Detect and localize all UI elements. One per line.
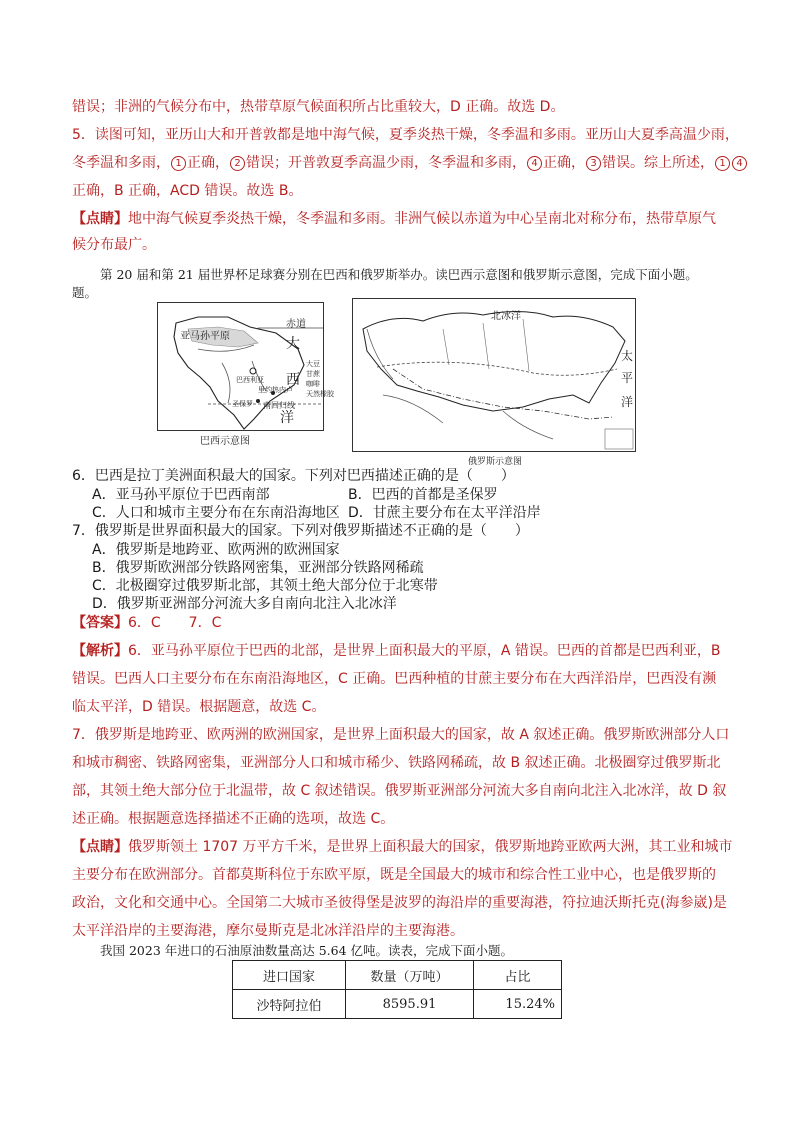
section-label: 【答案】 bbox=[72, 615, 128, 631]
text-line: 错误；非洲的气候分布中，热带草原气候面积所占比重较大，D 正确。故选 D。 bbox=[72, 99, 565, 115]
analysis-line: 述正确。根据题意选择描述不正确的选项，故选 C。 bbox=[72, 811, 395, 827]
circled-number: 1 bbox=[171, 156, 186, 171]
ocean-label: 洋 bbox=[621, 395, 634, 409]
circled-number: 1 bbox=[715, 156, 730, 171]
circled-number: 4 bbox=[527, 156, 542, 171]
amazon-label: 亚马孙平原 bbox=[180, 331, 230, 342]
circled-number: 2 bbox=[230, 156, 245, 171]
tip-line: 政治，文化和交通中心。全国第二大城市圣彼得堡是波罗的海沿岸的重要海港，符拉迪沃斯托克(海参崴)是 bbox=[72, 895, 727, 911]
legend-item: 大豆 bbox=[306, 360, 320, 368]
table-header-row bbox=[233, 961, 562, 990]
table-header-cell: 进口国家 bbox=[233, 961, 346, 990]
option-6c: C．人口和城市主要分布在东南沿海地区 bbox=[92, 505, 340, 521]
section-label: 【解析】 bbox=[72, 643, 128, 659]
city-label: 里约热内卢 bbox=[258, 386, 293, 394]
table-cell: 15.24% bbox=[474, 990, 562, 1019]
answer-line: 【答案】6．C 7．C bbox=[72, 615, 222, 631]
analysis-line: 临太平洋，D 错误。根据题意，故选 C。 bbox=[72, 699, 326, 715]
text-line: 正确，B 正确，ACD 错误。故选 B。 bbox=[72, 183, 303, 199]
section-label: 【点睛】 bbox=[72, 211, 128, 227]
analysis-line: 【解析】6．亚马孙平原位于巴西的北部，是世界上面积最大的平原，A 错误。巴西的首都是巴西利亚，B bbox=[72, 643, 721, 659]
oil-import-table bbox=[232, 960, 562, 1019]
option-7b: B．俄罗斯欧洲部分铁路网密集，亚洲部分铁路网稀疏 bbox=[92, 560, 424, 576]
equator-label: 赤道 bbox=[286, 319, 306, 330]
circled-number: 4 bbox=[732, 156, 747, 171]
capital-label: 巴西利亚 bbox=[236, 376, 264, 384]
text-line: 5．读图可知，亚历山大和开普敦都是地中海气候，夏季炎热干燥，冬季温和多雨。亚历山大夏季高温少雨， bbox=[72, 127, 739, 143]
question-7: 7．俄罗斯是世界面积最大的国家。下列对俄罗斯描述不正确的是（ ） bbox=[72, 523, 529, 539]
analysis-line: 错误。巴西人口主要分布在东南沿海地区，C 正确。巴西种植的甘蔗主要分布在大西洋沿岸，巴西没有濒 bbox=[72, 671, 717, 687]
question-intro: 第 20 届和第 21 届世界杯足球赛分别在巴西和俄罗斯举办。读巴西示意图和俄罗斯示意图，完成下面小题。 bbox=[100, 267, 698, 282]
option-7a: A．俄罗斯是地跨亚、欧两洲的欧洲国家 bbox=[92, 542, 340, 558]
tip-line: 【点睛】俄罗斯领土 1707 万平方千米，是世界上面积最大的国家，俄罗斯地跨亚欧两大洲，其工业和城市 bbox=[72, 839, 733, 855]
brazil-map bbox=[157, 302, 334, 431]
russia-map bbox=[352, 298, 636, 452]
table-row bbox=[233, 990, 562, 1019]
analysis-line: 7．俄罗斯是地跨亚、欧两洲的欧洲国家，是世界上面积最大的国家，故 A 叙述正确。俄罗斯欧洲部分人口 bbox=[72, 727, 730, 743]
analysis-line: 和城市稠密、铁路网密集，亚洲部分人口和城市稀少、铁路网稀疏，故 B 叙述正确。北极圈穿过俄罗斯北 bbox=[72, 755, 721, 771]
legend-item: 咖啡 bbox=[306, 380, 320, 388]
text-line: 冬季温和多雨， 1 正确， 2 错误；开普敦夏季高温少雨，冬季温和多雨， 4 正确， 3 错误。综上所述， 1 4 bbox=[72, 154, 732, 172]
table-header-cell: 占比 bbox=[474, 961, 562, 990]
text-line: 【点睛】地中海气候夏季炎热干燥，冬季温和多雨。非洲气候以赤道为中心呈南北对称分布，热带草原气 bbox=[72, 211, 716, 227]
table-header-cell: 数量（万吨） bbox=[346, 961, 474, 990]
question-intro-tail: 题。 bbox=[72, 285, 98, 300]
option-7c: C．北极圈穿过俄罗斯北部，其领土绝大部分位于北寒带 bbox=[92, 578, 438, 594]
option-6d: D．甘蔗主要分布在太平洋沿岸 bbox=[348, 505, 541, 521]
map-legend bbox=[306, 359, 346, 399]
analysis-line: 部，其领土绝大部分位于北温带，故 C 叙述错误。俄罗斯亚洲部分河流大多自南向北注入北冰洋，故 D 叙 bbox=[72, 783, 727, 799]
question-6: 6．巴西是拉丁美洲面积最大的国家。下列对巴西描述正确的是（ ） bbox=[72, 468, 515, 484]
city-label: 圣保罗 bbox=[232, 400, 253, 408]
legend-item: 甘蔗 bbox=[306, 370, 320, 378]
section-label: 【点睛】 bbox=[72, 839, 128, 855]
tip-line: 太平洋沿岸的主要海港，摩尔曼斯克是北冰洋沿岸的主要海港。 bbox=[72, 923, 464, 939]
ocean-label: 平 bbox=[621, 371, 634, 385]
option-6a: A．亚马孙平原位于巴西南部 bbox=[92, 487, 270, 503]
ocean-label: 西 bbox=[286, 372, 300, 388]
text-line: 候分布最广。 bbox=[72, 237, 156, 253]
circled-number: 3 bbox=[586, 156, 601, 171]
oil-question-intro: 我国 2023 年进口的石油原油数量高达 5.64 亿吨。读表，完成下面小题。 bbox=[100, 943, 514, 958]
ocean-label: 太 bbox=[621, 349, 634, 363]
brazil-map-caption: 巴西示意图 bbox=[200, 436, 250, 447]
russia-map-caption: 俄罗斯示意图 bbox=[468, 457, 523, 467]
option-7d: D．俄罗斯亚洲部分河流大多自南向北注入北冰洋 bbox=[92, 596, 397, 612]
table-cell: 沙特阿拉伯 bbox=[233, 990, 346, 1019]
ocean-label: 洋 bbox=[280, 410, 294, 426]
table-cell: 8595.91 bbox=[346, 990, 474, 1019]
ocean-label: 北冰洋 bbox=[491, 311, 521, 322]
legend-item: 天然橡胶 bbox=[306, 390, 334, 398]
ocean-label: 大 bbox=[286, 336, 300, 352]
option-6b: B．巴西的首都是圣保罗 bbox=[348, 487, 498, 503]
tip-line: 主要分布在欧洲部分。首都莫斯科位于东欧平原，既是全国最大的城市和综合性工业中心，也是俄罗斯的 bbox=[72, 867, 716, 883]
tropic-label: 南回归线 bbox=[263, 401, 295, 410]
